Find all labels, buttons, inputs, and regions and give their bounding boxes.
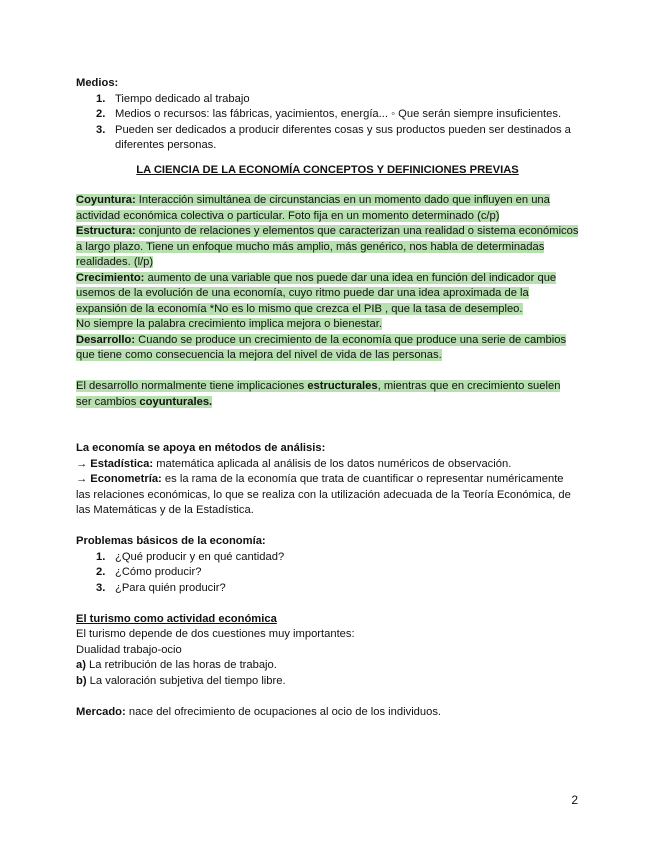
term-econometria: Econometría:: [90, 473, 162, 485]
analisis-title: La economía se apoya en métodos de análisis:: [76, 442, 326, 454]
term-estructura: Estructura:: [76, 225, 136, 237]
list-number: 3.: [96, 123, 106, 136]
label-b: b): [76, 674, 87, 687]
list-number: 1.: [96, 92, 106, 105]
turismo-item-b: [76, 674, 579, 690]
turismo-line-1: El turismo depende de dos cuestiones muy importantes:: [76, 628, 355, 640]
text-coyuntura: Interacción simultánea de circunstancias en un momento dado que influyen en una actividad económica colectiva o particular. Foto fija en un momento determinado (c/p): [76, 194, 550, 222]
term-coyuntura: Coyuntura:: [76, 194, 136, 206]
definition-desarrollo: [76, 333, 579, 364]
text-crecimiento-note: No siempre la palabra crecimiento implica mejora o bienestar.: [76, 318, 382, 330]
problemas-list: [76, 550, 579, 597]
list-number: 1.: [96, 550, 106, 563]
mercado-paragraph: [76, 705, 579, 721]
list-number: 2.: [96, 108, 106, 120]
document-page: [76, 76, 579, 720]
list-number: 3.: [96, 581, 106, 594]
list-item: [76, 565, 579, 581]
definition-coyuntura: [76, 193, 579, 224]
medios-list: [76, 92, 579, 154]
note-text-1: El desarrollo normalmente tiene implicaciones: [76, 380, 308, 392]
section-title: LA CIENCIA DE LA ECONOMÍA CONCEPTOS Y DEFINICIONES PREVIAS: [136, 163, 519, 176]
text-a: La retribución de las horas de trabajo.: [85, 659, 277, 671]
list-number: 2.: [96, 566, 106, 578]
turismo-item-a: [76, 658, 579, 674]
arrow-icon: →: [76, 473, 88, 485]
list-item: [76, 123, 579, 154]
list-text: Pueden ser dedicados a producir diferentes cosas y sus productos pueden ser destinados a diferentes personas.: [115, 123, 571, 151]
turismo-line-2: Dualidad trabajo-ocio: [76, 643, 182, 656]
term-mercado: Mercado:: [76, 705, 126, 718]
term-desarrollo: Desarrollo:: [76, 333, 136, 346]
text-desarrollo: Cuando se produce un crecimiento de la economía que produce una serie de cambios que tiene como consecuencia la mejora del nivel de vida de las personas.: [76, 333, 567, 361]
list-text: Tiempo dedicado al trabajo: [115, 92, 250, 105]
medios-title: Medios:: [76, 77, 119, 89]
arrow-icon: →: [76, 457, 88, 470]
note-text-2: , mientras que en crecimiento suelen ser cambios: [76, 380, 561, 408]
term-estadistica: Estadística:: [90, 457, 154, 470]
list-text: ¿Qué producir y en qué cantidad?: [115, 550, 285, 563]
text-mercado: nace del ofrecimiento de ocupaciones al ocio de los individuos.: [125, 705, 442, 718]
list-item: [76, 92, 579, 108]
label-a: a): [76, 659, 86, 671]
list-text: ¿Cómo producir?: [115, 566, 202, 578]
list-item: [76, 581, 579, 597]
note-bold-1: estructurales: [307, 380, 378, 392]
list-text: ¿Para quién producir?: [115, 581, 226, 594]
note-paragraph: [76, 379, 579, 410]
problemas-title: Problemas básicos de la economía:: [76, 535, 266, 547]
analisis-econometria: [76, 472, 579, 519]
definition-crecimiento: [76, 271, 579, 318]
term-crecimiento: Crecimiento:: [76, 271, 145, 284]
turismo-title: El turismo como actividad económica: [76, 612, 277, 625]
text-estructura: conjunto de relaciones y elementos que caracterizan una realidad o sistema económicos a largo plazo. Tiene un enfoque mucho más amplio, más genérico, nos habla de determinadas realidades. (l/p): [76, 225, 579, 268]
list-text: Medios o recursos: las fábricas, yacimientos, energía... ◦ Que serán siempre insuficientes.: [115, 108, 562, 120]
list-item: [76, 107, 579, 123]
analisis-estadistica: [76, 457, 579, 473]
definition-crecimiento-note: [76, 317, 579, 333]
definition-estructura: [76, 224, 579, 271]
text-crecimiento: aumento de una variable que nos puede dar una idea en función del indicador que usemos de la evolución de una economía, cuyo ritmo puede dar una idea aproximada de la expansión de la economía *No es lo mismo que crezca el PIB , que la tasa de desempleo.: [76, 271, 557, 315]
text-b: La valoración subjetiva del tiempo libre.: [86, 674, 286, 687]
list-item: [76, 550, 579, 566]
text-econometria: es la rama de la economía que trata de cuantificar o representar numéricamente las relaciones económicas, lo que se realiza con la utilización adecuada de la Teoría Económica, de las Matemáticas y de la Estadística.: [76, 473, 571, 516]
note-bold-2: coyunturales.: [139, 395, 213, 408]
text-estadistica: matemática aplicada al análisis de los datos numéricos de observación.: [153, 457, 512, 470]
page-number: 2: [571, 793, 578, 807]
